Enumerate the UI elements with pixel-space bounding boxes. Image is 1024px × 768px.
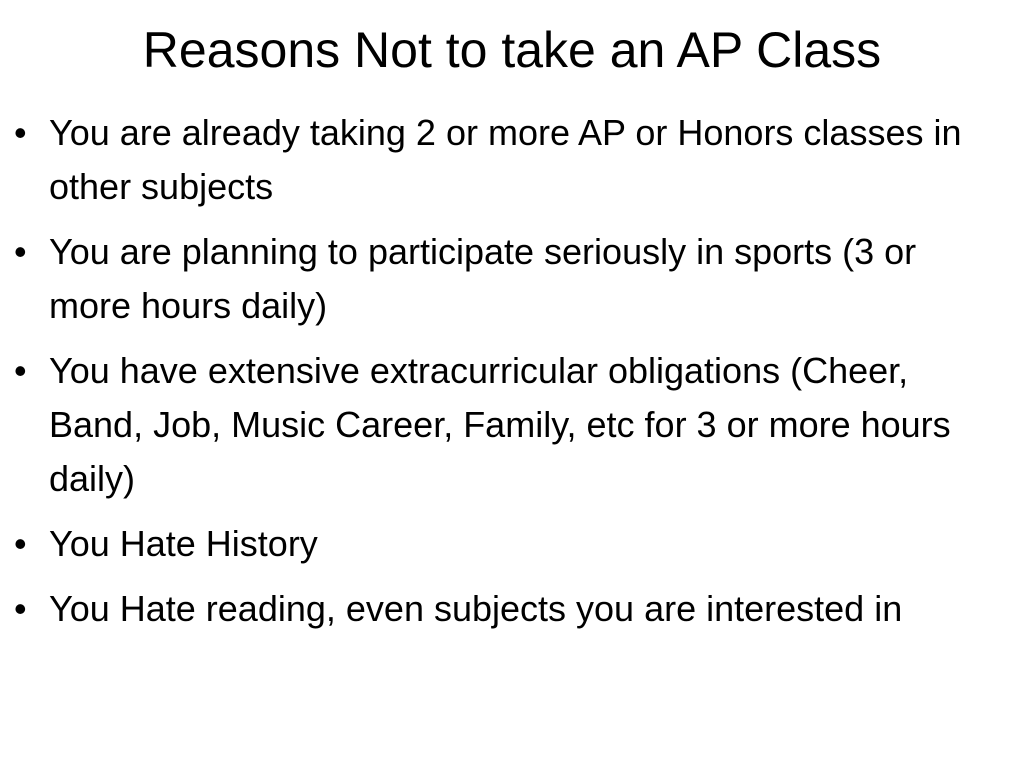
bullet-icon: •	[14, 350, 27, 391]
bullet-item-hate-reading	[14, 582, 1004, 636]
bullet-item-hate-history	[14, 517, 1004, 571]
bullet-text: You Hate History	[49, 523, 318, 564]
bullet-icon: •	[14, 523, 27, 564]
bullet-text: You are already taking 2 or more AP or Honors classes in other subjects	[49, 112, 962, 207]
bullet-list	[14, 106, 1004, 647]
slide-title: Reasons Not to take an AP Class	[142, 22, 882, 78]
bullet-icon: •	[14, 588, 27, 629]
bullet-item-already-taking-ap	[14, 106, 1004, 214]
bullet-item-extracurricular	[14, 344, 1004, 506]
bullet-item-sports	[14, 225, 1004, 333]
bullet-text: You have extensive extracurricular obligations (Cheer, Band, Job, Music Career, Family, etc for 3 or more hours daily)	[49, 350, 951, 499]
bullet-icon: •	[14, 231, 27, 272]
bullet-icon: •	[14, 112, 27, 153]
bullet-text: You are planning to participate seriously in sports (3 or more hours daily)	[49, 231, 917, 326]
bullet-text: You Hate reading, even subjects you are interested in	[49, 588, 903, 629]
